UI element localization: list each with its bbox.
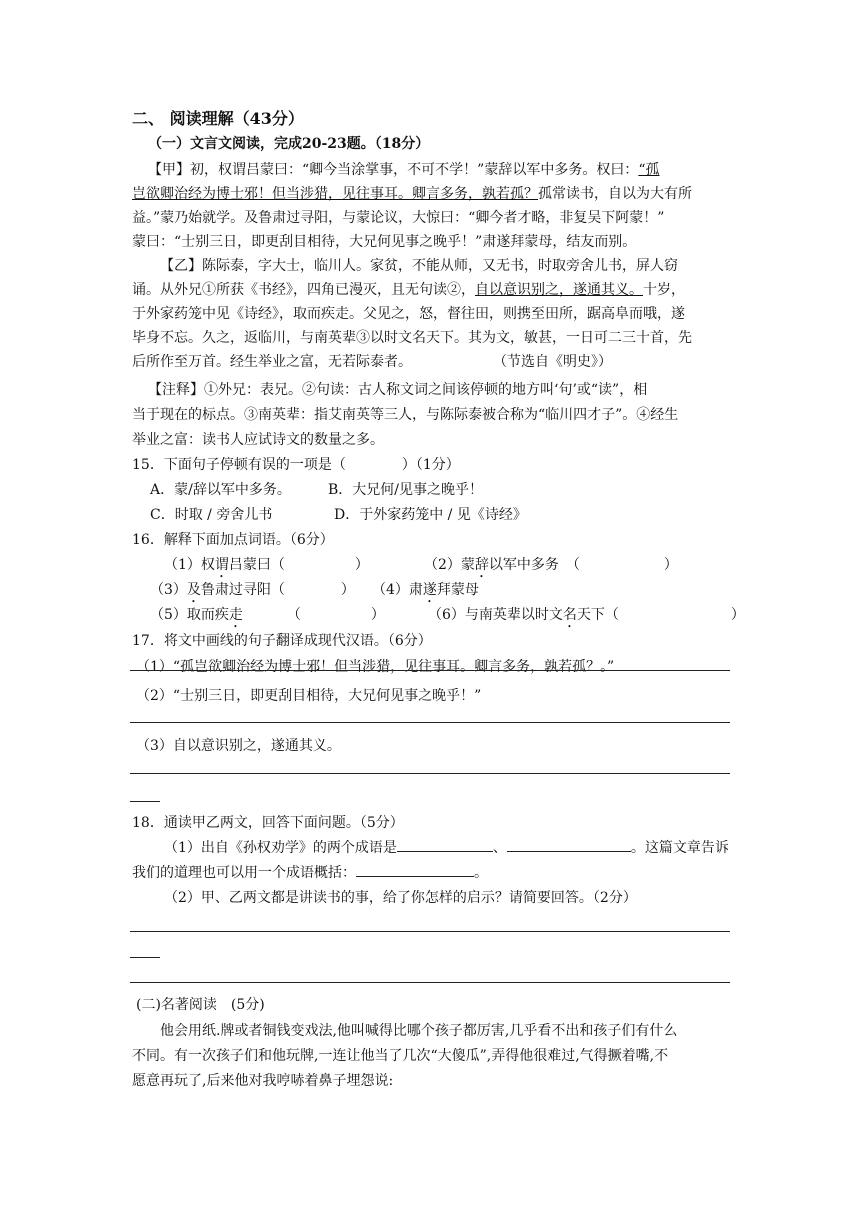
yi-line-2	[132, 279, 685, 301]
q18-stem: 18．通读甲乙两文，回答下面问题。（5分）	[132, 815, 404, 831]
part1-heading: （一）文言文阅读，完成20-23题。（18分）	[148, 136, 430, 152]
q16-item-5	[150, 604, 385, 631]
q18-part-1-line-2	[132, 862, 488, 884]
q16-item-4-dotted: 遂	[422, 582, 437, 598]
q16-item-6	[428, 604, 745, 631]
section-title: 二、 阅读理解（43分）	[132, 109, 304, 128]
part2-line-3: 愿意再玩了,后来他对我哼哧着鼻子埋怨说:	[132, 1073, 394, 1089]
q16-item-6-post: 天下（ ）	[576, 607, 745, 623]
part2-heading: (二)名著阅读 (5分)	[136, 997, 265, 1013]
answer-line[interactable]	[130, 670, 730, 671]
q16-item-2	[424, 554, 678, 581]
jia-underlined-2: 岂欲卿治经为博士邪！但当涉猎，见往事耳。卿言多务，孰若孤？	[132, 186, 538, 202]
yi-underlined: 自以意识别之，遂通其义。	[475, 282, 643, 298]
q16-item-3-dotted: 及	[186, 582, 201, 598]
q16-item-6-dotted: 名	[562, 607, 577, 623]
q18-part-1-sep: 、	[492, 840, 507, 856]
yi-line-5: 后所作至万首。经生举业之富，无若际泰者。	[132, 354, 412, 370]
q15-option-c: C．时取 / 旁舍儿书	[150, 507, 273, 523]
q18-part-1-text-2: 我们的道理也可以用一个成语概括：	[132, 865, 356, 881]
jia-line-2-text: 孤常读书，自以为大有所	[538, 186, 692, 202]
q18-part-1-line-1	[164, 837, 729, 859]
q15-option-a: A．蒙/辞以军中多务。	[150, 482, 291, 498]
q16-item-3-post: 鲁肃过寻阳（ ）	[200, 582, 355, 598]
q16-item-2-dotted: 辞	[474, 557, 489, 573]
q18-part-1-tail: 。这篇文章告诉	[630, 840, 729, 856]
jia-line-3: 益。”蒙乃始就学。及鲁肃过寻阳，与蒙论议，大惊曰：“卿今者才略，非复吴下阿蒙！”	[132, 210, 665, 226]
q16-item-3-pre: （3）	[150, 582, 187, 598]
jia-line-1	[148, 159, 659, 181]
answer-line[interactable]	[130, 931, 730, 932]
q16-item-4-post: 拜蒙母	[436, 582, 479, 598]
q16-item-1-pre: 权	[200, 557, 215, 573]
q16-item-2-post: 以军中多务 （ ）	[488, 557, 678, 573]
part2-line-2: 不同。有一次孩子们和他玩牌,一连让他当了几次“大傻瓜”,弄得他很难过,气得撅着嘴,不	[132, 1048, 669, 1064]
q18-part-1-text: （1）出自《孙权劝学》的两个成语是	[164, 840, 397, 856]
q17-sentence-1: （1）“孤岂欲卿治经为博士邪！但当涉猎，见往事耳。卿言多务，孰若孤？。”	[136, 659, 615, 675]
yi-line-4: 毕身不忘。久之，返临川，与南英辈③以时文名天下。其为文，敏甚，一日可二三十首，先	[132, 330, 692, 346]
q18-part-2: （2）甲、乙两文都是讲读书的事，给了你怎样的启示？请简要回答。（2分）	[164, 890, 637, 906]
q15-stem: 15．下面句子停顿有误的一项是（ ）（1分）	[132, 457, 460, 473]
part2-line-1: 他会用纸.牌或者铜钱变戏法,他叫喊得比哪个孩子都厉害,几乎看不出和孩子们有什么	[160, 1023, 678, 1039]
q17-stem: 17．将文中画线的句子翻译成现代汉语。（6分）	[132, 633, 432, 649]
q16-item-3	[150, 579, 355, 606]
q16-item-1-post: 吕蒙曰（ ）	[228, 557, 369, 573]
answer-line-short[interactable]	[130, 957, 160, 958]
q17-sentence-3: （3）自以意识别之，遂通其义。	[136, 738, 341, 754]
yi-source: （节选自《明史》）	[493, 354, 612, 370]
notes-line-1: 【注释】①外兄：表兄。②句读：古人称文词之间该停顿的地方叫‘句’或“读”，相	[148, 382, 648, 398]
jia-underlined-1: “孤	[638, 162, 660, 178]
jia-line-4: 蒙曰：“士别三日，即更刮目相待，大兄何见事之晚乎！”肃遂拜蒙母，结友而别。	[132, 234, 637, 250]
fill-blank-3[interactable]	[356, 862, 474, 877]
jia-line-1-text: 【甲】初，权谓吕蒙曰：“卿今当涂掌事，不可不学！”蒙辞以军中多务。权曰：	[148, 162, 639, 178]
yi-line-2-text: 诵。从外兄①所获《书经》，四角已漫灭，且无句读②，	[132, 282, 475, 298]
q16-item-2-pre: （2）蒙	[424, 557, 475, 573]
q15-option-b: B．大兄何/见事之晚乎！	[328, 482, 484, 498]
q15-option-d: D．于外家药笼中 / 见《诗经》	[334, 507, 527, 523]
notes-line-3: 举业之富：读书人应试诗文的数量之多。	[132, 432, 384, 448]
q16-item-6-pre: （6）与南英辈以时文	[428, 607, 563, 623]
q16-item-4-pre: （4）肃	[372, 582, 423, 598]
answer-line[interactable]	[130, 722, 730, 723]
fill-blank-1[interactable]	[397, 837, 493, 852]
q16-item-4	[372, 579, 479, 606]
notes-line-2: 当于现在的标点。③南英辈：指艾南英等三人，与陈际泰被合称为“临川四才子”。④经生	[132, 407, 679, 423]
q16-item-5-dotted: 走	[228, 607, 243, 623]
answer-line[interactable]	[130, 982, 730, 983]
yi-line-3: 于外家药笼中见《诗经》，取而疾走。父见之，怒，督往田，则携至田所，踞高阜而哦，遂	[132, 306, 685, 322]
answer-line[interactable]	[130, 773, 730, 774]
q16-item-5-post: （ ）	[286, 607, 385, 623]
q18-part-1-end: 。	[474, 865, 488, 881]
q16-item-1	[164, 554, 369, 581]
q16-item-5-pre: （5）取而疾	[150, 607, 229, 623]
q17-sentence-2: （2）“士别三日，即更刮目相待，大兄何见事之晚乎！”	[136, 688, 482, 704]
yi-line-1: 【乙】陈际泰，字大士，临川人。家贫，不能从师，又无书，时取旁舍儿书，屏人窃	[160, 258, 678, 274]
q16-item-1-num: （1）	[164, 557, 201, 573]
q16-stem: 16．解释下面加点词语。（6分）	[132, 532, 334, 548]
fill-blank-2[interactable]	[507, 837, 631, 852]
answer-line-short[interactable]	[130, 801, 160, 802]
q16-item-1-dotted: 谓	[214, 557, 229, 573]
jia-line-2	[132, 183, 692, 205]
yi-line-2-end: 十岁，	[643, 282, 685, 298]
